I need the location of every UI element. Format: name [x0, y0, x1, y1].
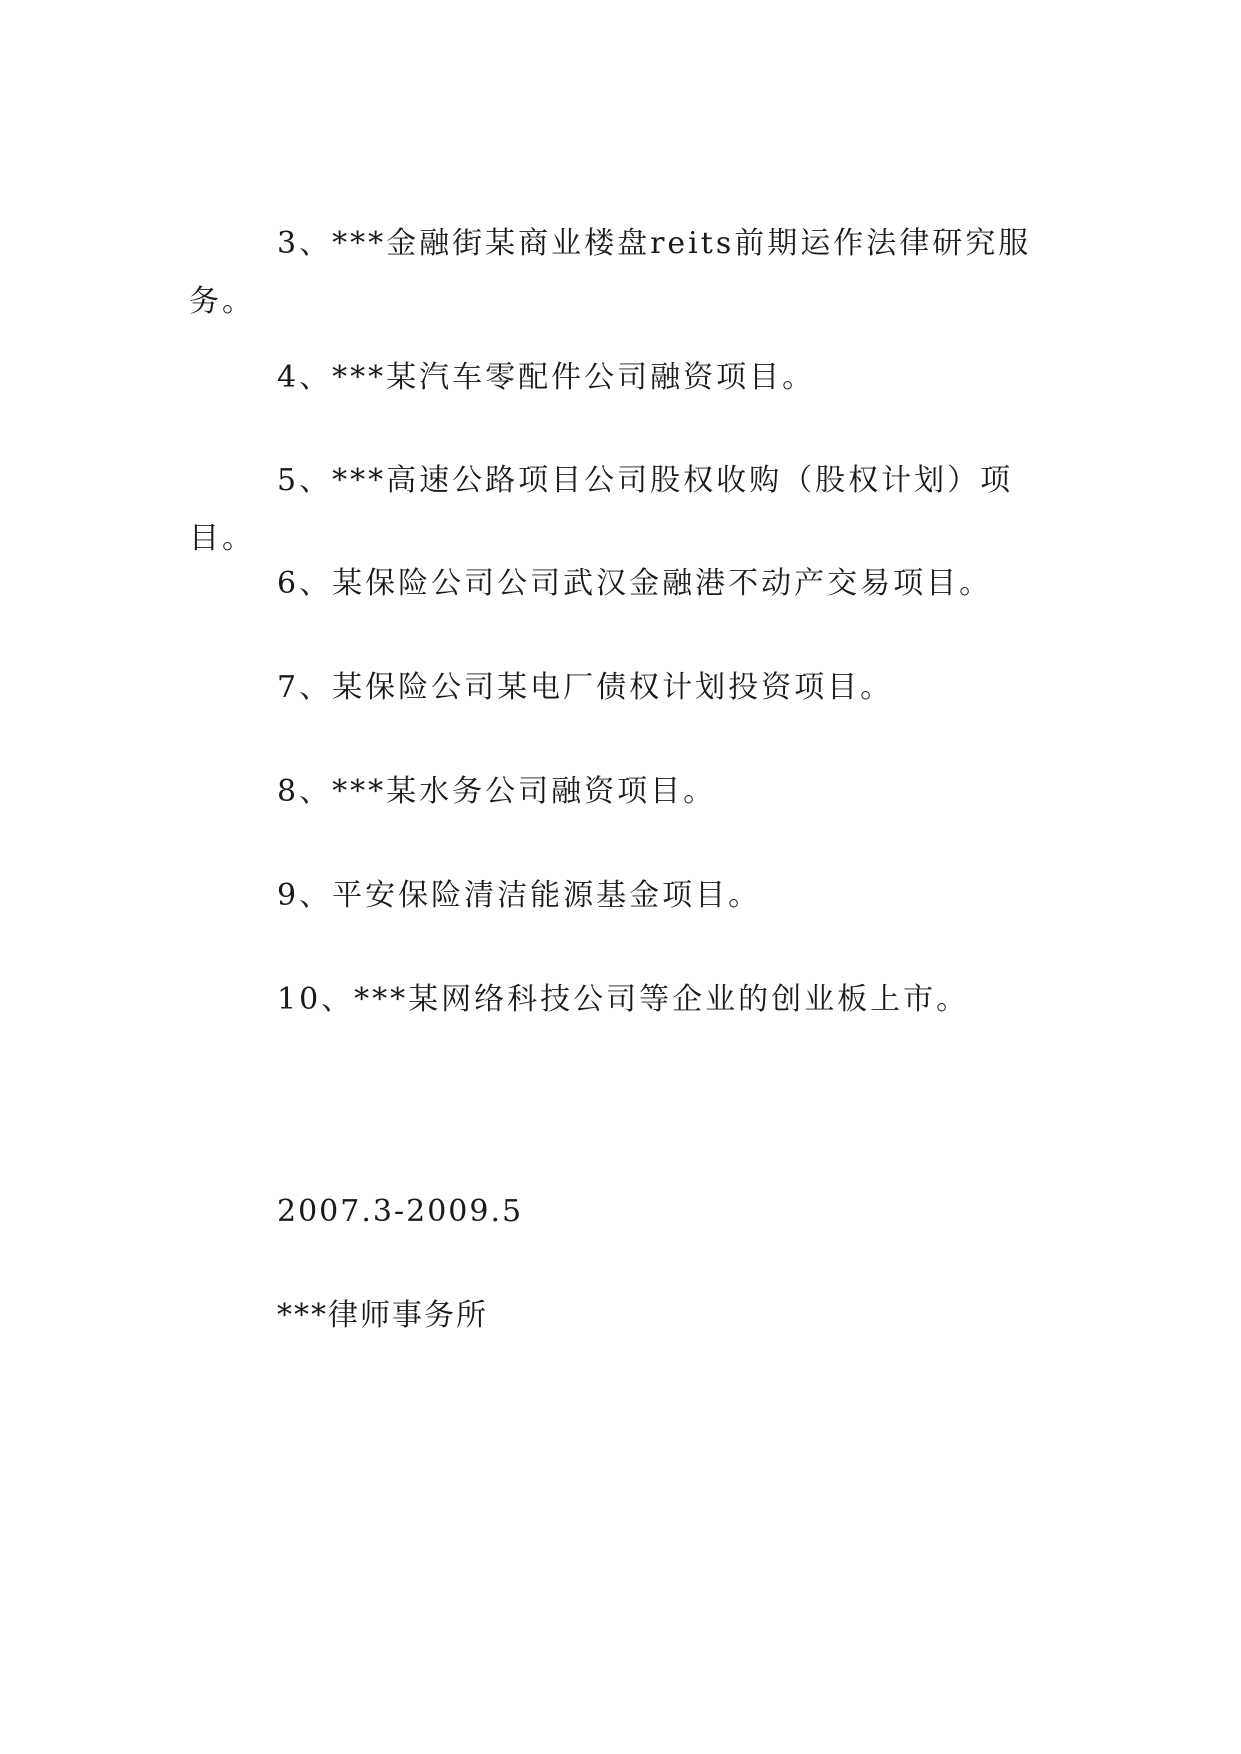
list-item: 4、***某汽车零配件公司融资项目。 — [277, 360, 816, 395]
list-item: 6、某保险公司公司武汉金融港不动产交易项目。 — [277, 566, 993, 601]
firm-name: ***律师事务所 — [277, 1298, 488, 1333]
list-item: 5、***高速公路项目公司股权收购（股权计划）项目。 — [189, 463, 1014, 556]
list-item: 10、***某网络科技公司等企业的创业板上市。 — [277, 982, 970, 1017]
list-item: 7、某保险公司某电厂债权计划投资项目。 — [277, 670, 894, 705]
employment-period: 2007.3-2009.5 — [277, 1194, 524, 1229]
list-item: 9、平安保险清洁能源基金项目。 — [277, 878, 762, 913]
list-item: 8、***某水务公司融资项目。 — [277, 774, 717, 809]
list-item: 3、***金融街某商业楼盘reits前期运作法律研究服务。 — [189, 226, 1032, 319]
